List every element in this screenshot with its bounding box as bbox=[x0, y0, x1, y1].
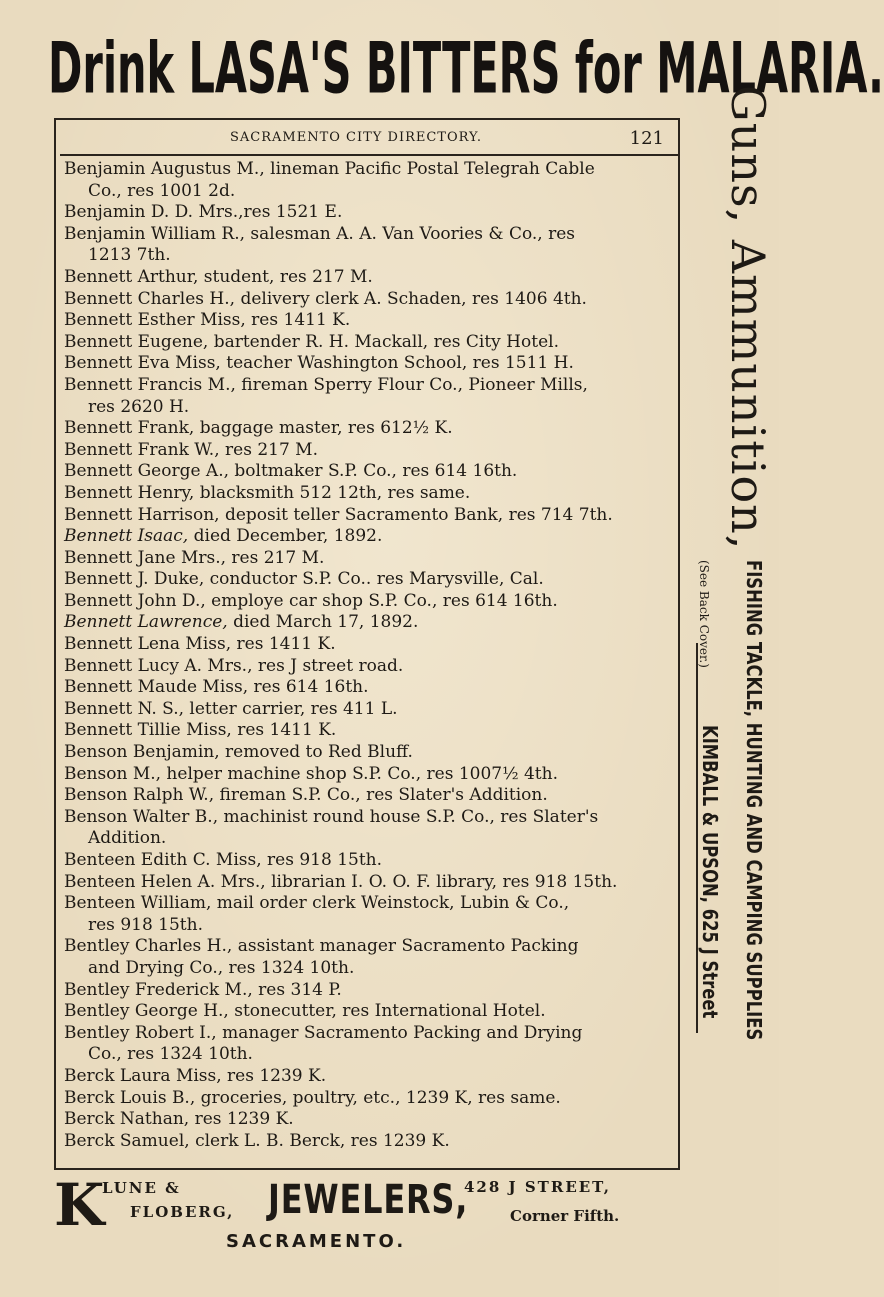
directory-entry bbox=[64, 310, 676, 332]
directory-entry bbox=[64, 1131, 676, 1153]
directory-entry bbox=[64, 785, 676, 807]
directory-entry bbox=[64, 1088, 676, 1110]
directory-entry bbox=[64, 893, 676, 936]
entry-name: Benjamin Augustus M., bbox=[64, 159, 265, 179]
directory-entry bbox=[64, 850, 676, 872]
directory-entry bbox=[64, 634, 676, 656]
directory-entry bbox=[64, 526, 676, 548]
entry-name: Bennett Frank W., bbox=[64, 439, 220, 460]
bottom-ad-firm-line1: LUNE & bbox=[102, 1179, 181, 1197]
entry-name: Benson M., bbox=[64, 763, 162, 784]
bottom-ad-firm-line2: FLOBERG, bbox=[130, 1203, 235, 1221]
entry-details: baggage master, res 612½ K. bbox=[194, 418, 453, 439]
directory-entry bbox=[64, 1109, 676, 1131]
entry-details: res J street road. bbox=[252, 655, 404, 676]
directory-entry bbox=[64, 224, 676, 267]
directory-entry bbox=[64, 505, 676, 527]
entry-name: Benson Benjamin, bbox=[64, 742, 220, 763]
entry-name: Bentley Frederick M., bbox=[64, 979, 253, 1000]
entry-name: Bennett Eugene, bbox=[64, 331, 209, 352]
entry-continuation: Co., res 1001 2d. bbox=[88, 180, 236, 201]
entry-name: Bennett J. Duke, bbox=[64, 569, 205, 590]
directory-entry bbox=[64, 289, 676, 311]
page-number: 121 bbox=[629, 128, 664, 149]
directory-entries bbox=[64, 159, 676, 1152]
directory-entry bbox=[64, 699, 676, 721]
side-ad-store: KIMBALL & UPSON, 625 J Street bbox=[698, 725, 722, 1019]
entry-name: Bennett Henry, bbox=[64, 482, 195, 503]
entry-details: delivery clerk A. Schaden, res 1406 4th. bbox=[235, 288, 587, 309]
entry-details: groceries, poultry, etc., 1239 K, res same. bbox=[195, 1087, 561, 1108]
entry-details: student, res 217 M. bbox=[198, 266, 373, 287]
bottom-ad-corner: Corner Fifth. bbox=[510, 1207, 620, 1225]
entry-name: Benteen William, bbox=[64, 893, 212, 914]
entry-details: res 1239 K. bbox=[221, 1065, 327, 1086]
directory-entry bbox=[64, 1001, 676, 1023]
entry-details: letter carrier, res 411 L. bbox=[184, 698, 398, 719]
entry-details: assistant manager Sacramento Packing bbox=[232, 936, 579, 957]
directory-entry bbox=[64, 332, 676, 354]
entry-name: Bennett Harrison, bbox=[64, 504, 220, 525]
entry-details: res 1521 E. bbox=[243, 202, 343, 223]
entry-details: deposit teller Sacramento Bank, res 714 7th. bbox=[219, 504, 613, 525]
directory-entry bbox=[64, 159, 676, 202]
entry-details: res 1411 K. bbox=[231, 634, 336, 655]
entry-name: Bennett Lawrence, bbox=[64, 612, 228, 633]
directory-entry bbox=[64, 936, 676, 979]
side-ad-headline: Guns, Ammunition, bbox=[721, 85, 775, 551]
entry-continuation: Addition. bbox=[88, 828, 167, 849]
directory-entry bbox=[64, 1066, 676, 1088]
directory-entry bbox=[64, 677, 676, 699]
entry-name: Bennett Francis M., bbox=[64, 374, 236, 395]
entry-details: died March 17, 1892. bbox=[227, 612, 419, 633]
entry-name: Bennett Jane Mrs., bbox=[64, 547, 227, 568]
directory-entry bbox=[64, 591, 676, 613]
side-ad-supplies: FISHING TACKLE, HUNTING AND CAMPING SUPPLIES bbox=[742, 560, 766, 1041]
entry-name: Bentley George H., bbox=[64, 1001, 229, 1022]
entry-details: stonecutter, res International Hotel. bbox=[228, 1001, 546, 1022]
directory-entry bbox=[64, 483, 676, 505]
bottom-ad-initial: K bbox=[54, 1171, 105, 1239]
entry-name: Bennett Eva Miss, bbox=[64, 353, 221, 374]
bottom-ad-street: 428 J STREET, bbox=[464, 1178, 611, 1196]
entry-details: employe car shop S.P. Co., res 614 16th. bbox=[205, 590, 558, 611]
entry-name: Benjamin D. D. Mrs., bbox=[64, 202, 244, 223]
entry-name: Bennett Arthur, bbox=[64, 266, 199, 287]
entry-name: Bennett Isaac, bbox=[64, 526, 189, 547]
entry-name: Bennett Frank, bbox=[64, 418, 195, 439]
directory-entry bbox=[64, 202, 676, 224]
entry-details: res 1239 K. bbox=[189, 1109, 294, 1130]
entry-details: fireman Sperry Flour Co., Pioneer Mills, bbox=[235, 374, 588, 395]
entry-continuation: 1213 7th. bbox=[88, 245, 171, 266]
header-rule bbox=[60, 154, 678, 156]
directory-entry bbox=[64, 807, 676, 850]
entry-name: Bennett Charles H., bbox=[64, 288, 236, 309]
top-advertisement: Drink LASA'S BITTERS for MALARIA. bbox=[48, 28, 884, 110]
entry-details: clerk L. B. Berck, res 1239 K. bbox=[189, 1130, 450, 1151]
entry-name: Bennett John D., bbox=[64, 590, 206, 611]
entry-details: res 1411 K. bbox=[231, 720, 337, 741]
entry-details: bartender R. H. Mackall, res City Hotel. bbox=[208, 331, 559, 352]
entry-details: teacher Washington School, res 1511 H. bbox=[220, 353, 574, 374]
entry-name: Bennett Lucy A. Mrs., bbox=[64, 655, 253, 676]
side-ad-note: (See Back Cover.) bbox=[697, 560, 711, 668]
entry-details: blacksmith 512 12th, res same. bbox=[194, 482, 471, 503]
entry-name: Bennett Esther Miss, bbox=[64, 310, 246, 331]
directory-entry bbox=[64, 742, 676, 764]
directory-entry bbox=[64, 764, 676, 786]
entry-details: salesman A. A. Van Voories & Co., res bbox=[245, 223, 576, 244]
entry-name: Benteen Helen A. Mrs., bbox=[64, 871, 266, 892]
entry-name: Bennett Maude Miss, bbox=[64, 677, 249, 698]
entry-continuation: and Drying Co., res 1324 10th. bbox=[88, 957, 355, 978]
side-advertisement bbox=[697, 85, 780, 1195]
entry-details: res 217 M. bbox=[226, 547, 325, 568]
entry-details: res 1411 K. bbox=[245, 310, 351, 331]
entry-name: Bennett Tillie Miss, bbox=[64, 720, 232, 741]
entry-name: Bennett George A., bbox=[64, 461, 230, 482]
entry-name: Berck Samuel, bbox=[64, 1130, 190, 1151]
directory-entry bbox=[64, 375, 676, 418]
bottom-advertisement bbox=[54, 1171, 694, 1295]
entry-name: Benteen Edith C. Miss, bbox=[64, 850, 262, 870]
directory-title: SACRAMENTO CITY DIRECTORY. bbox=[230, 130, 483, 145]
directory-entry bbox=[64, 569, 676, 591]
entry-details: fireman S.P. Co., res Slater's Addition. bbox=[214, 785, 548, 806]
entry-details: conductor S.P. Co.. res Marysville, Cal. bbox=[204, 569, 544, 590]
entry-name: Bennett Lena Miss, bbox=[64, 634, 232, 655]
directory-entry bbox=[64, 461, 676, 483]
entry-name: Berck Louis B., bbox=[64, 1087, 196, 1108]
entry-details: res 614 16th. bbox=[248, 677, 369, 698]
entry-name: Benjamin William R., bbox=[64, 223, 246, 244]
entry-continuation: Co., res 1324 10th. bbox=[88, 1044, 253, 1065]
entry-details: lineman Pacific Postal Telegrah Cable bbox=[264, 159, 595, 179]
directory-entry bbox=[64, 353, 676, 375]
entry-name: Bentley Charles H., bbox=[64, 936, 233, 957]
entry-continuation: res 918 15th. bbox=[88, 914, 203, 935]
entry-name: Bentley Robert I., bbox=[64, 1022, 217, 1043]
entry-details: died December, 1892. bbox=[188, 526, 383, 547]
directory-entry bbox=[64, 1023, 676, 1066]
entry-details: machinist round house S.P. Co., res Slater's bbox=[218, 806, 599, 827]
bottom-ad-city: SACRAMENTO. bbox=[226, 1231, 407, 1252]
entry-details: res 918 15th. bbox=[261, 850, 383, 870]
directory-entry bbox=[64, 980, 676, 1002]
directory-entry bbox=[64, 656, 676, 678]
entry-details: mail order clerk Weinstock, Lubin & Co., bbox=[211, 893, 570, 914]
directory-entry bbox=[64, 872, 676, 894]
bottom-ad-jewelers: JEWELERS, bbox=[268, 1177, 469, 1223]
page-header bbox=[60, 128, 672, 152]
entry-name: Bennett N. S., bbox=[64, 698, 185, 719]
entry-name: Berck Nathan, bbox=[64, 1109, 190, 1130]
entry-details: boltmaker S.P. Co., res 614 16th. bbox=[229, 461, 518, 482]
directory-entry bbox=[64, 267, 676, 289]
directory-entry bbox=[64, 440, 676, 462]
directory-entry bbox=[64, 548, 676, 570]
entry-name: Berck Laura Miss, bbox=[64, 1065, 222, 1086]
entry-details: helper machine shop S.P. Co., res 1007½ 4th. bbox=[161, 763, 558, 784]
entry-details: res 314 P. bbox=[252, 979, 342, 1000]
entry-name: Benson Walter B., bbox=[64, 806, 219, 827]
entry-name: Benson Ralph W., bbox=[64, 785, 215, 806]
directory-entry bbox=[64, 720, 676, 742]
entry-details: manager Sacramento Packing and Drying bbox=[216, 1022, 583, 1043]
entry-continuation: res 2620 H. bbox=[88, 396, 190, 417]
entry-details: removed to Red Bluff. bbox=[219, 742, 413, 763]
directory-entry bbox=[64, 612, 676, 634]
entry-details: res 217 M. bbox=[219, 439, 318, 460]
entry-details: librarian I. O. O. F. library, res 918 15th. bbox=[265, 871, 618, 892]
directory-entry bbox=[64, 418, 676, 440]
